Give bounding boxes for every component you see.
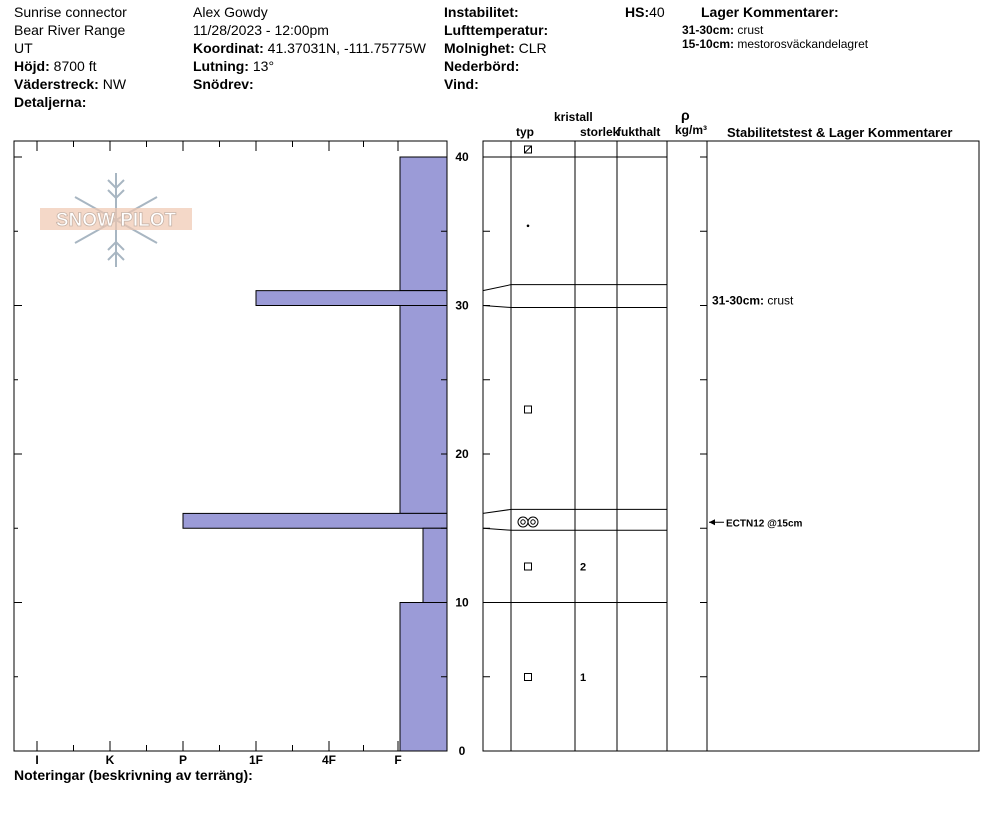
hardness-tick-label: K <box>105 753 115 767</box>
surface-hoar-icon-inner <box>531 520 535 524</box>
layer-annotation-range: 31-30cm: <box>712 293 765 308</box>
precip-label: Nederbörd: <box>444 58 520 74</box>
aspect-value: NW <box>102 76 127 92</box>
column-moisture-header: fukthalt <box>617 125 661 139</box>
range-name: Bear River Range <box>14 22 126 38</box>
surface-hoar-icon-inner <box>521 520 525 524</box>
instability-label: Instabilitet: <box>444 4 519 20</box>
hs-label: HS: <box>625 4 650 20</box>
layer-comment-1-text: crust <box>737 23 764 37</box>
state-name: UT <box>14 40 33 56</box>
hardness-bar <box>400 157 447 291</box>
wind-label: Vind: <box>444 76 479 92</box>
layer-comment-2-text: mestorosväckandelagret <box>737 37 869 51</box>
hardness-bar <box>400 306 447 514</box>
layer-annotation <box>712 294 794 308</box>
slope-label: Lutning: <box>193 58 249 74</box>
hardness-bar <box>183 513 447 528</box>
hardness-tick-label: P <box>178 753 188 767</box>
column-rho-header: ρ <box>681 107 690 123</box>
location-name: Sunrise connector <box>14 4 127 20</box>
snow-pilot-logo-text: SNOW PILOT <box>55 210 177 231</box>
drift-label: Snödrev: <box>193 76 254 92</box>
hardness-tick-label: I <box>35 753 39 767</box>
depth-tick-label: 30 <box>455 298 469 313</box>
faceted-crystal-icon <box>525 563 532 570</box>
observer-name: Alex Gowdy <box>193 4 268 20</box>
coordinate-label: Koordinat: <box>193 40 264 56</box>
hs-value: 40 <box>649 4 665 20</box>
depth-tick-label: 20 <box>455 447 469 461</box>
notes-label: Noteringar (beskrivning av terräng): <box>14 767 253 783</box>
precipitation-particles-icon-slash <box>525 146 532 153</box>
depth-tick-label: 0 <box>458 744 466 758</box>
stability-test-arrowhead <box>709 519 715 525</box>
hardness-bars <box>183 157 447 751</box>
layer-comment-2-range: 15-10cm: <box>682 37 735 51</box>
grain-size-label: 2 <box>580 561 587 574</box>
column-stability-header: Stabilitetstest & Lager Kommentarer <box>727 125 953 140</box>
airtemp-label: Lufttemperatur: <box>444 22 549 38</box>
grain-size-label: 1 <box>580 672 587 684</box>
elevation-value: 8700 ft <box>53 58 97 74</box>
layer-comments-title: Lager Kommentarer: <box>701 4 839 20</box>
table-depth-ticks <box>483 157 707 751</box>
hardness-bar <box>423 528 447 602</box>
column-size-header: storlek <box>580 125 620 139</box>
surface-hoar-icon <box>518 517 528 527</box>
faceted-crystal-icon <box>525 406 532 413</box>
sky-value: CLR <box>518 40 547 56</box>
hardness-tick-label: 1F <box>248 753 264 767</box>
surface-hoar-icon <box>528 517 538 527</box>
column-crystal-header: kristall <box>554 110 593 124</box>
layer-annotation-text: crust <box>764 293 794 308</box>
coordinate-value: 41.37031N, -111.75775W <box>267 40 426 56</box>
hardness-chart-frame <box>14 141 447 751</box>
depth-tick-label: 40 <box>455 150 469 164</box>
observation-datetime: 11/28/2023 - 12:00pm <box>193 22 329 38</box>
stability-test-label: ECTN12 @15cm <box>726 518 803 530</box>
column-type-header: typ <box>516 125 534 139</box>
faceted-crystal-icon <box>525 674 532 681</box>
aspect-label: Väderstreck: <box>14 76 99 92</box>
slope-value: 13° <box>252 58 275 74</box>
elevation-label: Höjd: <box>14 58 50 74</box>
hardness-bar <box>400 603 447 752</box>
graupel-dot-icon <box>527 225 530 228</box>
layer-comment-1-range: 31-30cm: <box>682 23 735 37</box>
crystal-table-frame <box>483 141 979 751</box>
grain-symbols <box>518 146 586 684</box>
hardness-bar <box>256 291 447 306</box>
hardness-tick-label: F <box>394 753 402 767</box>
hardness-tick-label: 4F <box>321 753 337 767</box>
sky-label: Molnighet: <box>444 40 515 56</box>
depth-tick-label: 10 <box>455 595 469 610</box>
stability-annotations <box>709 294 803 530</box>
column-density-unit: kg/m³ <box>675 123 708 137</box>
details-label: Detaljerna: <box>14 94 87 110</box>
